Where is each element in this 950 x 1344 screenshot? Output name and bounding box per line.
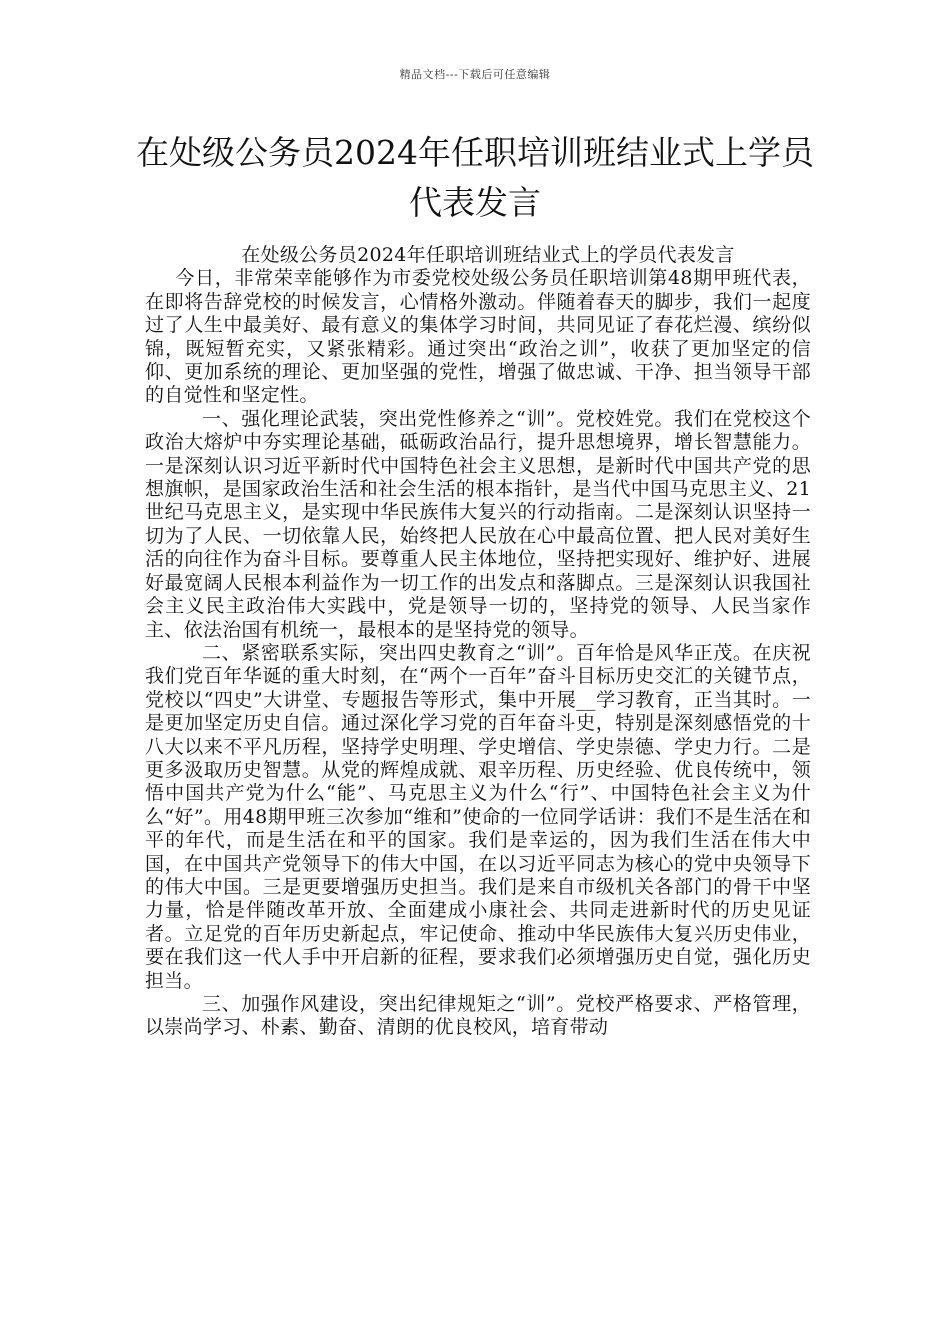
header-note: 精品文档---下载后可任意编辑 bbox=[399, 68, 551, 81]
paragraph-section-1: 一、强化理论武装，突出党性修养之“训”。党校姓党。我们在党校这个政治大熔炉中夯实理论基础，砥砺政治品行，提升思想境界，增长智慧能力。一是深刻认识习近平新时代中国特色社会主义思想，是新时代中国共产党的思想旗帜，是国家政治生活和社会生活的根本指针，是当代中国马克思主义、21世纪马克思主义，是实现中华民族伟大复兴的行动指南。二是深刻认识坚持一切为了人民、一切依靠人民，始终把人民放在心中最高位置、把人民对美好生活的向往作为奋斗目标。要尊重人民主体地位，坚持把实现好、维护好、进展好最宽阔人民根本利益作为一切工作的出发点和落脚点。三是深刻认识我国社会主义民主政治伟大实践中，党是领导一切的，坚持党的领导、人民当家作主、依法治国有机统一，最根本的是坚持党的领导。 bbox=[145, 407, 811, 641]
paragraph-intro: 今日，非常荣幸能够作为市委党校处级公务员任职培训第48期甲班代表，在即将告辞党校的时候发言，心情格外激动。伴随着春天的脚步，我们一起度过了人生中最美好、最有意义的集体学习时间，共同见证了春花烂漫、缤纷似锦，既短暂充实，又紧张精彩。通过突出“政治之训”，收获了更加坚定的信仰、更加系统的理论、更加坚强的党性，增强了做忠诚、干净、担当领导干部的自觉性和坚定性。 bbox=[145, 267, 811, 407]
paragraph-section-2: 二、紧密联系实际，突出四史教育之“训”。百年恰是风华正茂。在庆祝我们党百年华诞的重大时刻，在“两个一百年”奋斗目标历史交汇的关键节点，党校以“四史”大讲堂、专题报告等形式，集中开展__学习教育，正当其时。一是更加坚定历史自信。通过深化学习党的百年奋斗史，特别是深刻感悟党的十八大以来不平凡历程，坚持学史明理、学史增信、学史崇德、学史力行。二是更多汲取历史智慧。从党的辉煌成就、艰辛历程、历史经验、优良传统中，领悟中国共产党为什么“能”、马克思主义为什么“行”、中国特色社会主义为什么“好”。用48期甲班三次参加“维和”使命的一位同学话讲：我们不是生活在和平的年代，而是生活在和平的国家。我们是幸运的，因为我们生活在伟大中国，在中国共产党领导下的伟大中国，在以习近平同志为核心的党中央领导下的伟大中国。三是更要增强历史担当。我们是来自市级机关各部门的骨干中坚力量，恰是伴随改革开放、全面建成小康社会、共同走进新时代的历史见证者。立足党的百年历史新起点，牢记使命、推动中华民族伟大复兴历史伟业，要在我们这一代人手中开启新的征程，要求我们必须增强历史自觉，强化历史担当。 bbox=[145, 641, 811, 992]
document-body bbox=[145, 244, 811, 1040]
paragraph-section-3: 三、加强作风建设，突出纪律规矩之“训”。党校严格要求、严格管理，以崇尚学习、朴素、勤奋、清朗的优良校风，培育带动 bbox=[145, 993, 811, 1039]
document-subtitle: 在处级公务员2024年任职培训班结业式上的学员代表发言 bbox=[241, 244, 735, 266]
document-title: 在处级公务员2024年任职培训班结业式上学员代表发言 bbox=[136, 133, 814, 222]
